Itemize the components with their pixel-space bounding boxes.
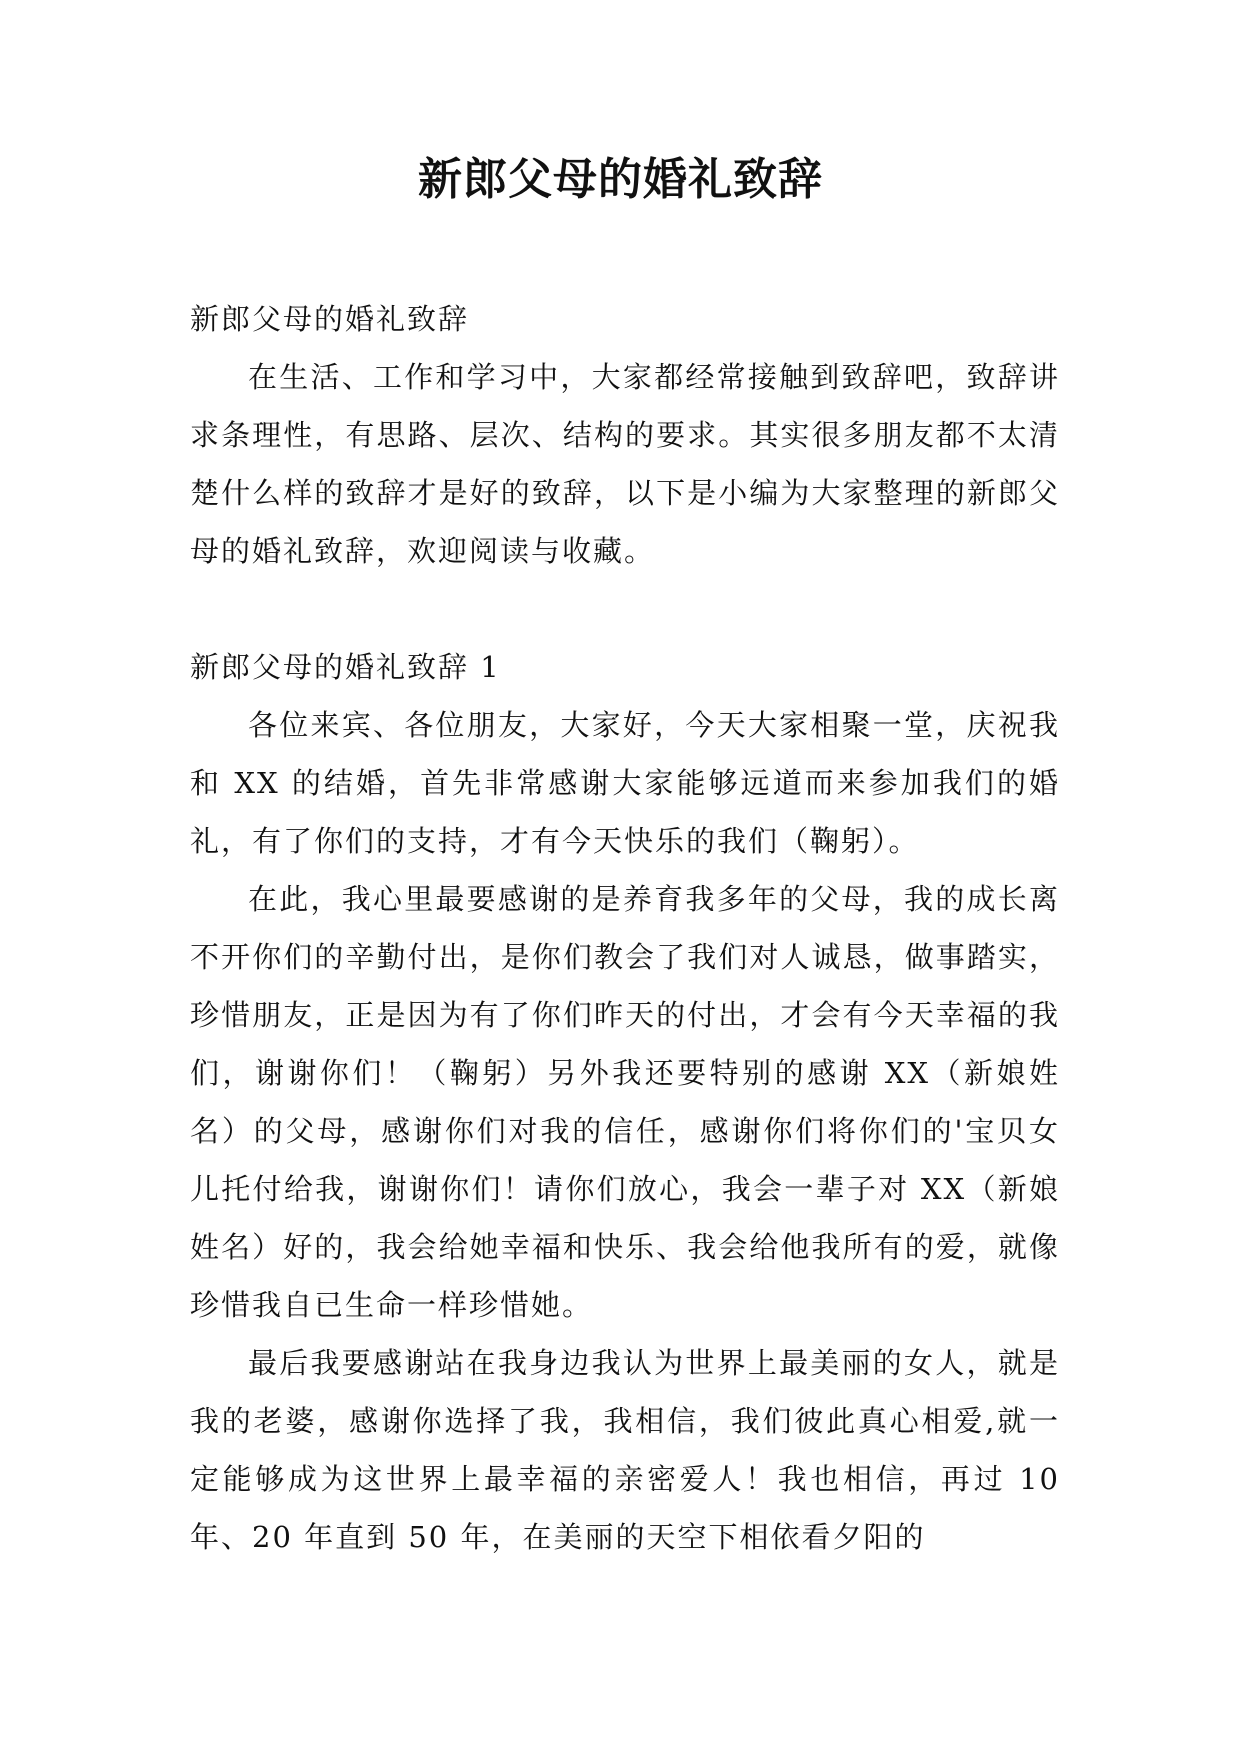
body-paragraph-3: 最后我要感谢站在我身边我认为世界上最美丽的女人，就是我的老婆，感谢你选择了我，我相信，我们彼此真心相爱,就一定能够成为这世界上最幸福的亲密爱人！我也相信，再过 10 年、20 年直到 50 年，在美丽的天空下相依看夕阳的 bbox=[190, 1346, 1060, 1554]
body-paragraph-1: 各位来宾、各位朋友，大家好，今天大家相聚一堂，庆祝我和 XX 的结婚，首先非常感谢大家能够远道而来参加我们的婚礼，有了你们的支持，才有今天快乐的我们（鞠躬）。 bbox=[190, 708, 1060, 858]
document-title: 新郎父母的婚礼致辞 bbox=[418, 154, 823, 205]
body-paragraph-2: 在此，我心里最要感谢的是养育我多年的父母，我的成长离不开你们的辛勤付出，是你们教会了我们对人诚恳，做事踏实，珍惜朋友，正是因为有了你们昨天的付出，才会有今天幸福的我们，谢谢你们！（鞠躬）另外我还要特别的感谢 XX（新娘姓名）的父母，感谢你们对我的信任，感谢你们将你们的'宝贝女儿托付给我，谢谢你们！请你们放心，我会一辈子对 XX（新娘姓名）好的，我会给她幸福和快乐、我会给他我所有的爱，就像珍惜我自已生命一样珍惜她。 bbox=[190, 882, 1060, 1322]
document-body bbox=[190, 290, 1060, 1566]
intro-paragraph: 在生活、工作和学习中，大家都经常接触到致辞吧，致辞讲求条理性，有思路、层次、结构的要求。其实很多朋友都不太清楚什么样的致辞才是好的致辞，以下是小编为大家整理的新郎父母的婚礼致辞，欢迎阅读与收藏。 bbox=[190, 360, 1060, 568]
intro-heading: 新郎父母的婚礼致辞 bbox=[190, 302, 470, 336]
section-spacer bbox=[190, 580, 1060, 638]
section-heading: 新郎父母的婚礼致辞 1 bbox=[190, 650, 501, 684]
